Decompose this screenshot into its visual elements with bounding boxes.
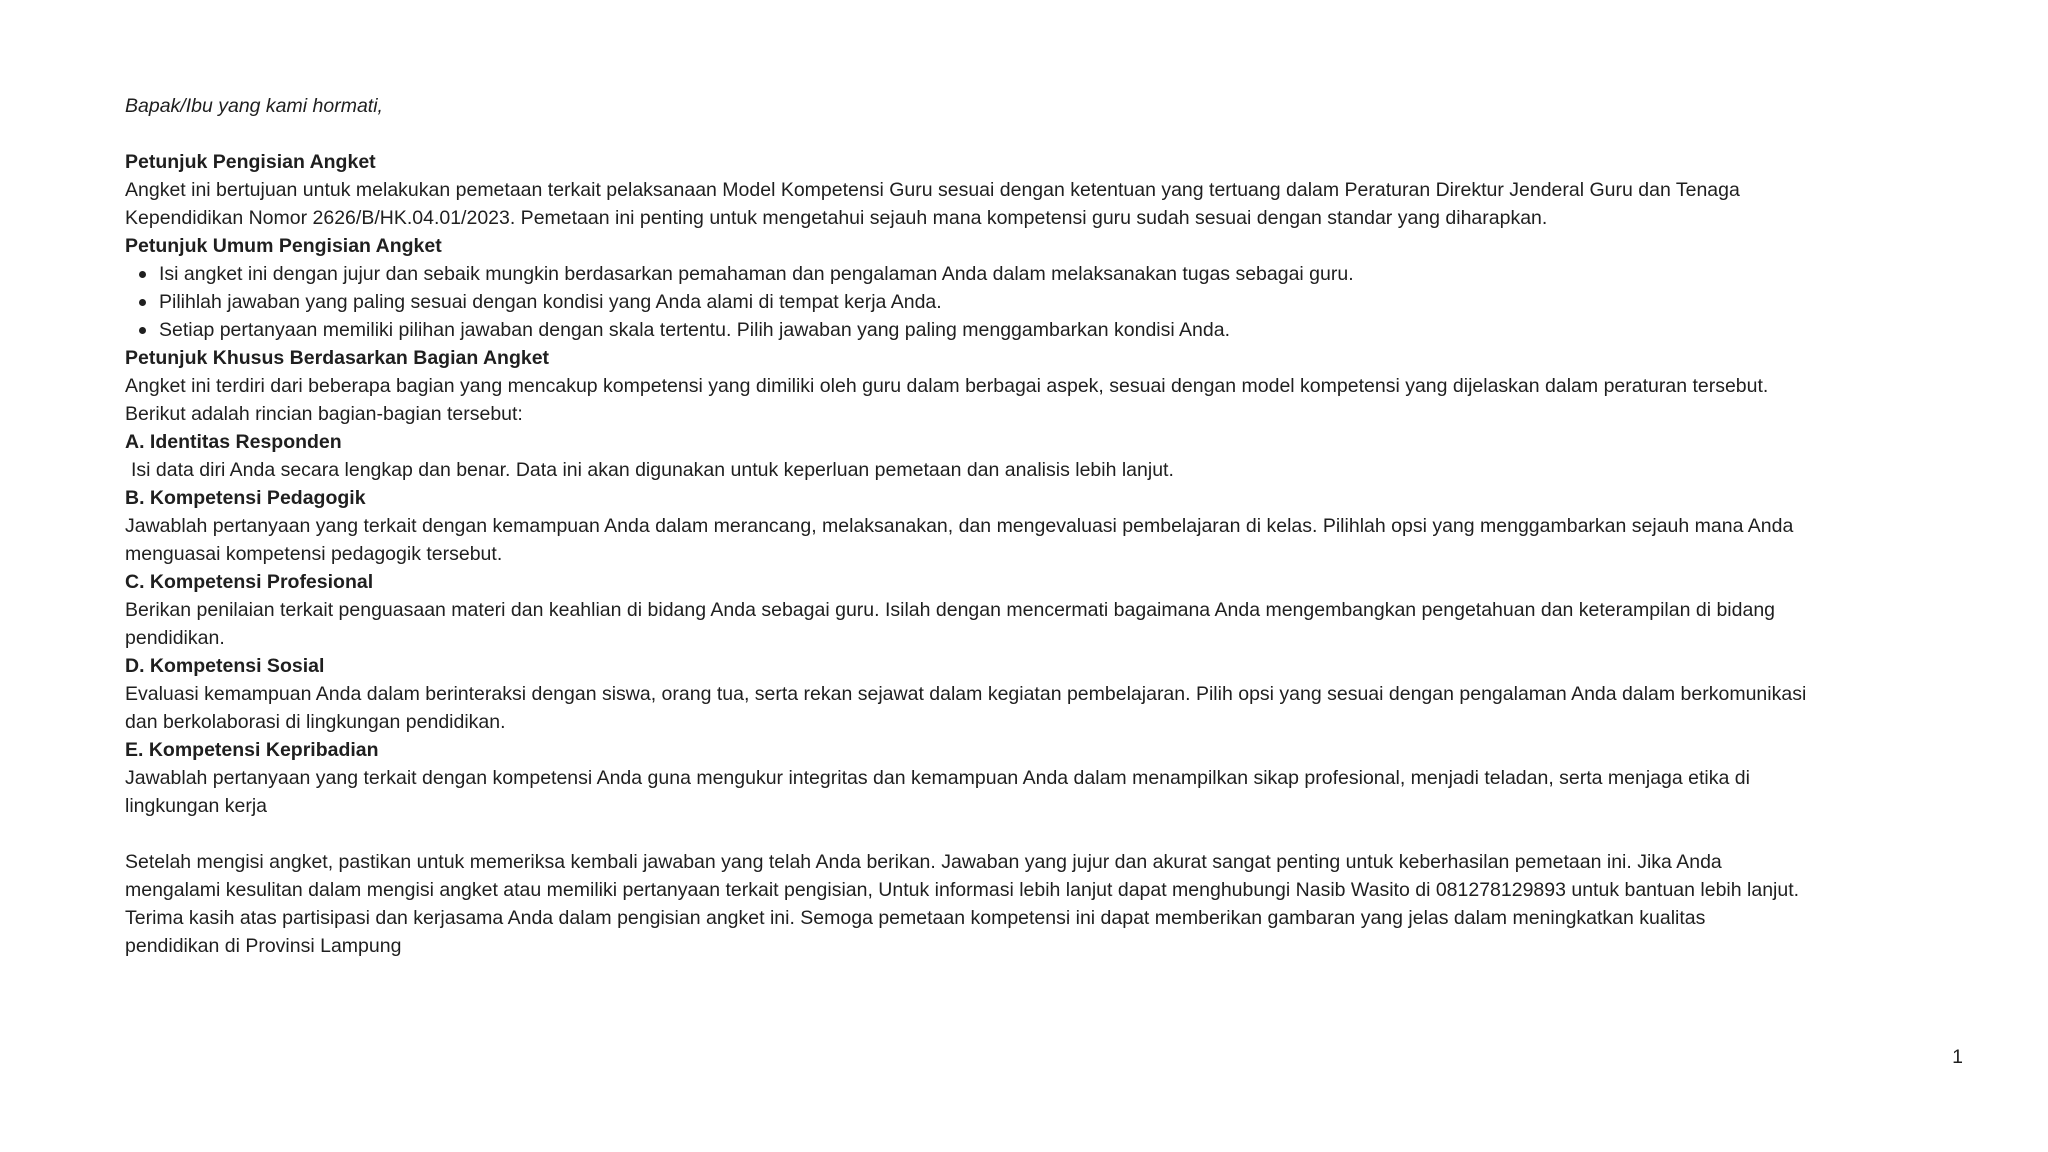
- specific-line-2: Berikut adalah rincian bagian-bagian tersebut:: [125, 403, 523, 425]
- bullet-icon: [139, 271, 146, 278]
- heading-petunjuk-umum: Petunjuk Umum Pengisian Angket: [125, 235, 442, 257]
- section-b-text-2: menguasai kompetensi pedagogik tersebut.: [125, 543, 503, 565]
- bullet-icon: [139, 299, 146, 306]
- page-number: 1: [1952, 1046, 1963, 1068]
- section-c-title: C. Kompetensi Profesional: [125, 571, 374, 593]
- closing-line-4: pendidikan di Provinsi Lampung: [125, 935, 402, 957]
- closing-line-2: mengalami kesulitan dalam mengisi angket atau memiliki pertanyaan terkait pengisian, Untuk informasi lebih lanjut dapat menghubungi Nasib Wasito di 081278129893 untuk bantuan lebih lanjut.: [125, 879, 1800, 901]
- spacer: [125, 120, 1965, 148]
- spacer: [125, 820, 1965, 848]
- intro-line-1: Angket ini bertujuan untuk melakukan pemetaan terkait pelaksanaan Model Kompetensi Guru sesuai dengan ketentuan yang tertuang dalam Peraturan Direktur Jenderal Guru dan Tenaga: [125, 179, 1740, 201]
- closing-line-3: Terima kasih atas partisipasi dan kerjasama Anda dalam pengisian angket ini. Semoga pemetaan kompetensi ini dapat memberikan gambaran yang jelas dalam meningkatkan kualitas: [125, 907, 1706, 929]
- list-item-text: Pilihlah jawaban yang paling sesuai dengan kondisi yang Anda alami di tempat kerja Anda.: [159, 291, 942, 313]
- section-c-text-2: pendidikan.: [125, 627, 225, 649]
- section-d-text-2: dan berkolaborasi di lingkungan pendidikan.: [125, 711, 506, 733]
- bullet-icon: [139, 327, 146, 334]
- heading-petunjuk-khusus: Petunjuk Khusus Berdasarkan Bagian Angket: [125, 347, 550, 369]
- document-page: [125, 92, 1965, 960]
- list-item: [159, 260, 1965, 288]
- intro-line-2: Kependidikan Nomor 2626/B/HK.04.01/2023. Pemetaan ini penting untuk mengetahui sejauh mana kompetensi guru sudah sesuai dengan standar yang diharapkan.: [125, 207, 1548, 229]
- section-a-title: A. Identitas Responden: [125, 431, 342, 453]
- section-e-text-1: Jawablah pertanyaan yang terkait dengan kompetensi Anda guna mengukur integritas dan kemampuan Anda dalam menampilkan sikap profesional, menjadi teladan, serta menjaga etika di: [125, 767, 1750, 789]
- section-a-text: Isi data diri Anda secara lengkap dan benar. Data ini akan digunakan untuk keperluan pemetaan dan analisis lebih lanjut.: [131, 459, 1174, 481]
- list-item-text: Isi angket ini dengan jujur dan sebaik mungkin berdasarkan pemahaman dan pengalaman Anda dalam melaksanakan tugas sebagai guru.: [159, 263, 1354, 285]
- list-item: [159, 288, 1965, 316]
- section-e-title: E. Kompetensi Kepribadian: [125, 739, 379, 761]
- section-d-text-1: Evaluasi kemampuan Anda dalam berinteraksi dengan siswa, orang tua, serta rekan sejawat dalam kegiatan pembelajaran. Pilih opsi yang sesuai dengan pengalaman Anda dalam berkomunikasi: [125, 683, 1807, 705]
- list-item: [159, 316, 1965, 344]
- heading-petunjuk-pengisian: Petunjuk Pengisian Angket: [125, 151, 376, 173]
- general-instructions-list: [125, 260, 1965, 344]
- list-item-text: Setiap pertanyaan memiliki pilihan jawaban dengan skala tertentu. Pilih jawaban yang paling menggambarkan kondisi Anda.: [159, 319, 1231, 341]
- section-d-title: D. Kompetensi Sosial: [125, 655, 325, 677]
- section-b-title: B. Kompetensi Pedagogik: [125, 487, 366, 509]
- closing-line-1: Setelah mengisi angket, pastikan untuk memeriksa kembali jawaban yang telah Anda berikan. Jawaban yang jujur dan akurat sangat penting untuk keberhasilan pemetaan ini. Jika Anda: [125, 851, 1722, 873]
- section-e-text-2: lingkungan kerja: [125, 795, 268, 817]
- specific-line-1: Angket ini terdiri dari beberapa bagian yang mencakup kompetensi yang dimiliki oleh guru dalam berbagai aspek, sesuai dengan model kompetensi yang dijelaskan dalam peraturan tersebut.: [125, 375, 1769, 397]
- section-b-text-1: Jawablah pertanyaan yang terkait dengan kemampuan Anda dalam merancang, melaksanakan, dan mengevaluasi pembelajaran di kelas. Pilihlah opsi yang menggambarkan sejauh mana Anda: [125, 515, 1794, 537]
- section-c-text-1: Berikan penilaian terkait penguasaan materi dan keahlian di bidang Anda sebagai guru. Isilah dengan mencermati bagaimana Anda mengembangkan pengetahuan dan keterampilan di bidang: [125, 599, 1776, 621]
- greeting: Bapak/Ibu yang kami hormati,: [125, 95, 383, 117]
